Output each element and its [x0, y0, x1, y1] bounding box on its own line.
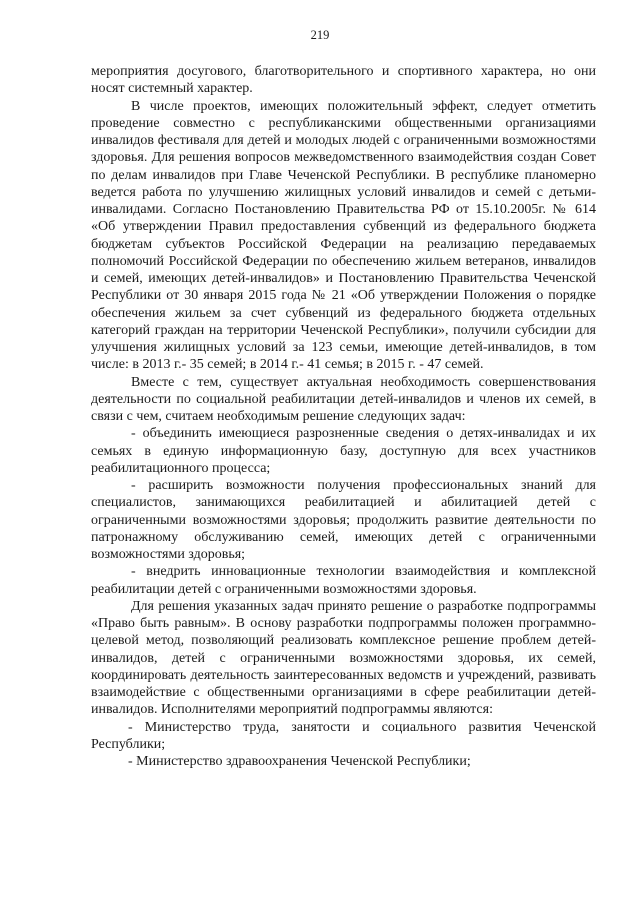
paragraph-necessity: Вместе с тем, существует актуальная необходимость совершенствования деятельности по социальной реабилитации детей-инвалидов и членов их семей, в связи с чем, считаем необходимым решение следующих задач:: [91, 374, 596, 424]
paragraph-leisure-activities: мероприятия досугового, благотворительного и спортивного характера, но они носят системный характер.: [91, 64, 596, 97]
paragraph-projects: В числе проектов, имеющих положительный эффект, следует отметить проведение совместно с республиканскими общественными организациями инвалидов фестиваля для детей и молодых людей с ограниченными возможностями здоровья. Для решения вопросов межведомственного взаимодействия создан Совет по делам инвалидов при Главе Чеченской Республики. В республике планомерно ведется работа по улучшению жилищных условий инвалидов и семей с детьми-инвалидами. Согласно Постановлению Правительства РФ от 15.10.2005г. № 614 «Об утверждении Правил предоставления субвенций из федерального бюджета бюджетам субъектов Российской Федерации на реализацию передаваемых полномочий Российской Федерации по обеспечению жильем ветеранов, инвалидов и семей, имеющих детей-инвалидов» и Постановлению Правительства Чеченской Республики от 30 января 2015 года № 21 «Об утверждении Положения о порядке обеспечения жильем за счет субвенций из федерального бюджета отдельных категорий граждан на территории Чеченской Республики», получили субсидии для улучшения жилищных условий за 123 семьи, имеющие детей-инвалидов, в том числе: в 2013 г.- 35 семей; в 2014 г.- 41 семья; в 2015 г. - 47 семей.: [91, 98, 596, 373]
list-item-unify-database: - объединить имеющиеся разрозненные сведения о детях-инвалидах и их семьях в единую информационную базу, доступную для всех участников реабилитационного процесса;: [91, 426, 596, 476]
list-item-ministry-labour: - Министерство труда, занятости и социального развития Чеченской Республики;: [91, 719, 596, 752]
page-number: 219: [310, 28, 330, 42]
list-item-innovative-technologies: - внедрить инновационные технологии взаимодействия и комплексной реабилитации детей с ограниченными возможностями здоровья.: [91, 564, 596, 597]
list-item-expand-training: - расширить возможности получения профессиональных знаний для специалистов, занимающихся реабилитацией и абилитацией детей с ограниченными возможностями здоровья; продолжить развитие деятельности по патронажному обслуживанию семей, имеющих детей с ограниченными возможностями здоровья;: [91, 478, 596, 562]
document-body: [91, 63, 596, 770]
paragraph-subprogram: Для решения указанных задач принято решение о разработке подпрограммы «Право быть равным». В основу разработки подпрограммы положен программно-целевой метод, позволяющий реализовать комплексное решение проблем детей-инвалидов, детей с ограниченными возможностями здоровья, их семей, координировать деятельность заинтересованных ведомств и учреждений, развивать взаимодействие с общественными организациями в сфере реабилитации детей-инвалидов. Исполнителями мероприятий подпрограммы являются:: [91, 598, 596, 718]
list-item-ministry-health: - Министерство здравоохранения Чеченской Республики;: [128, 754, 471, 769]
